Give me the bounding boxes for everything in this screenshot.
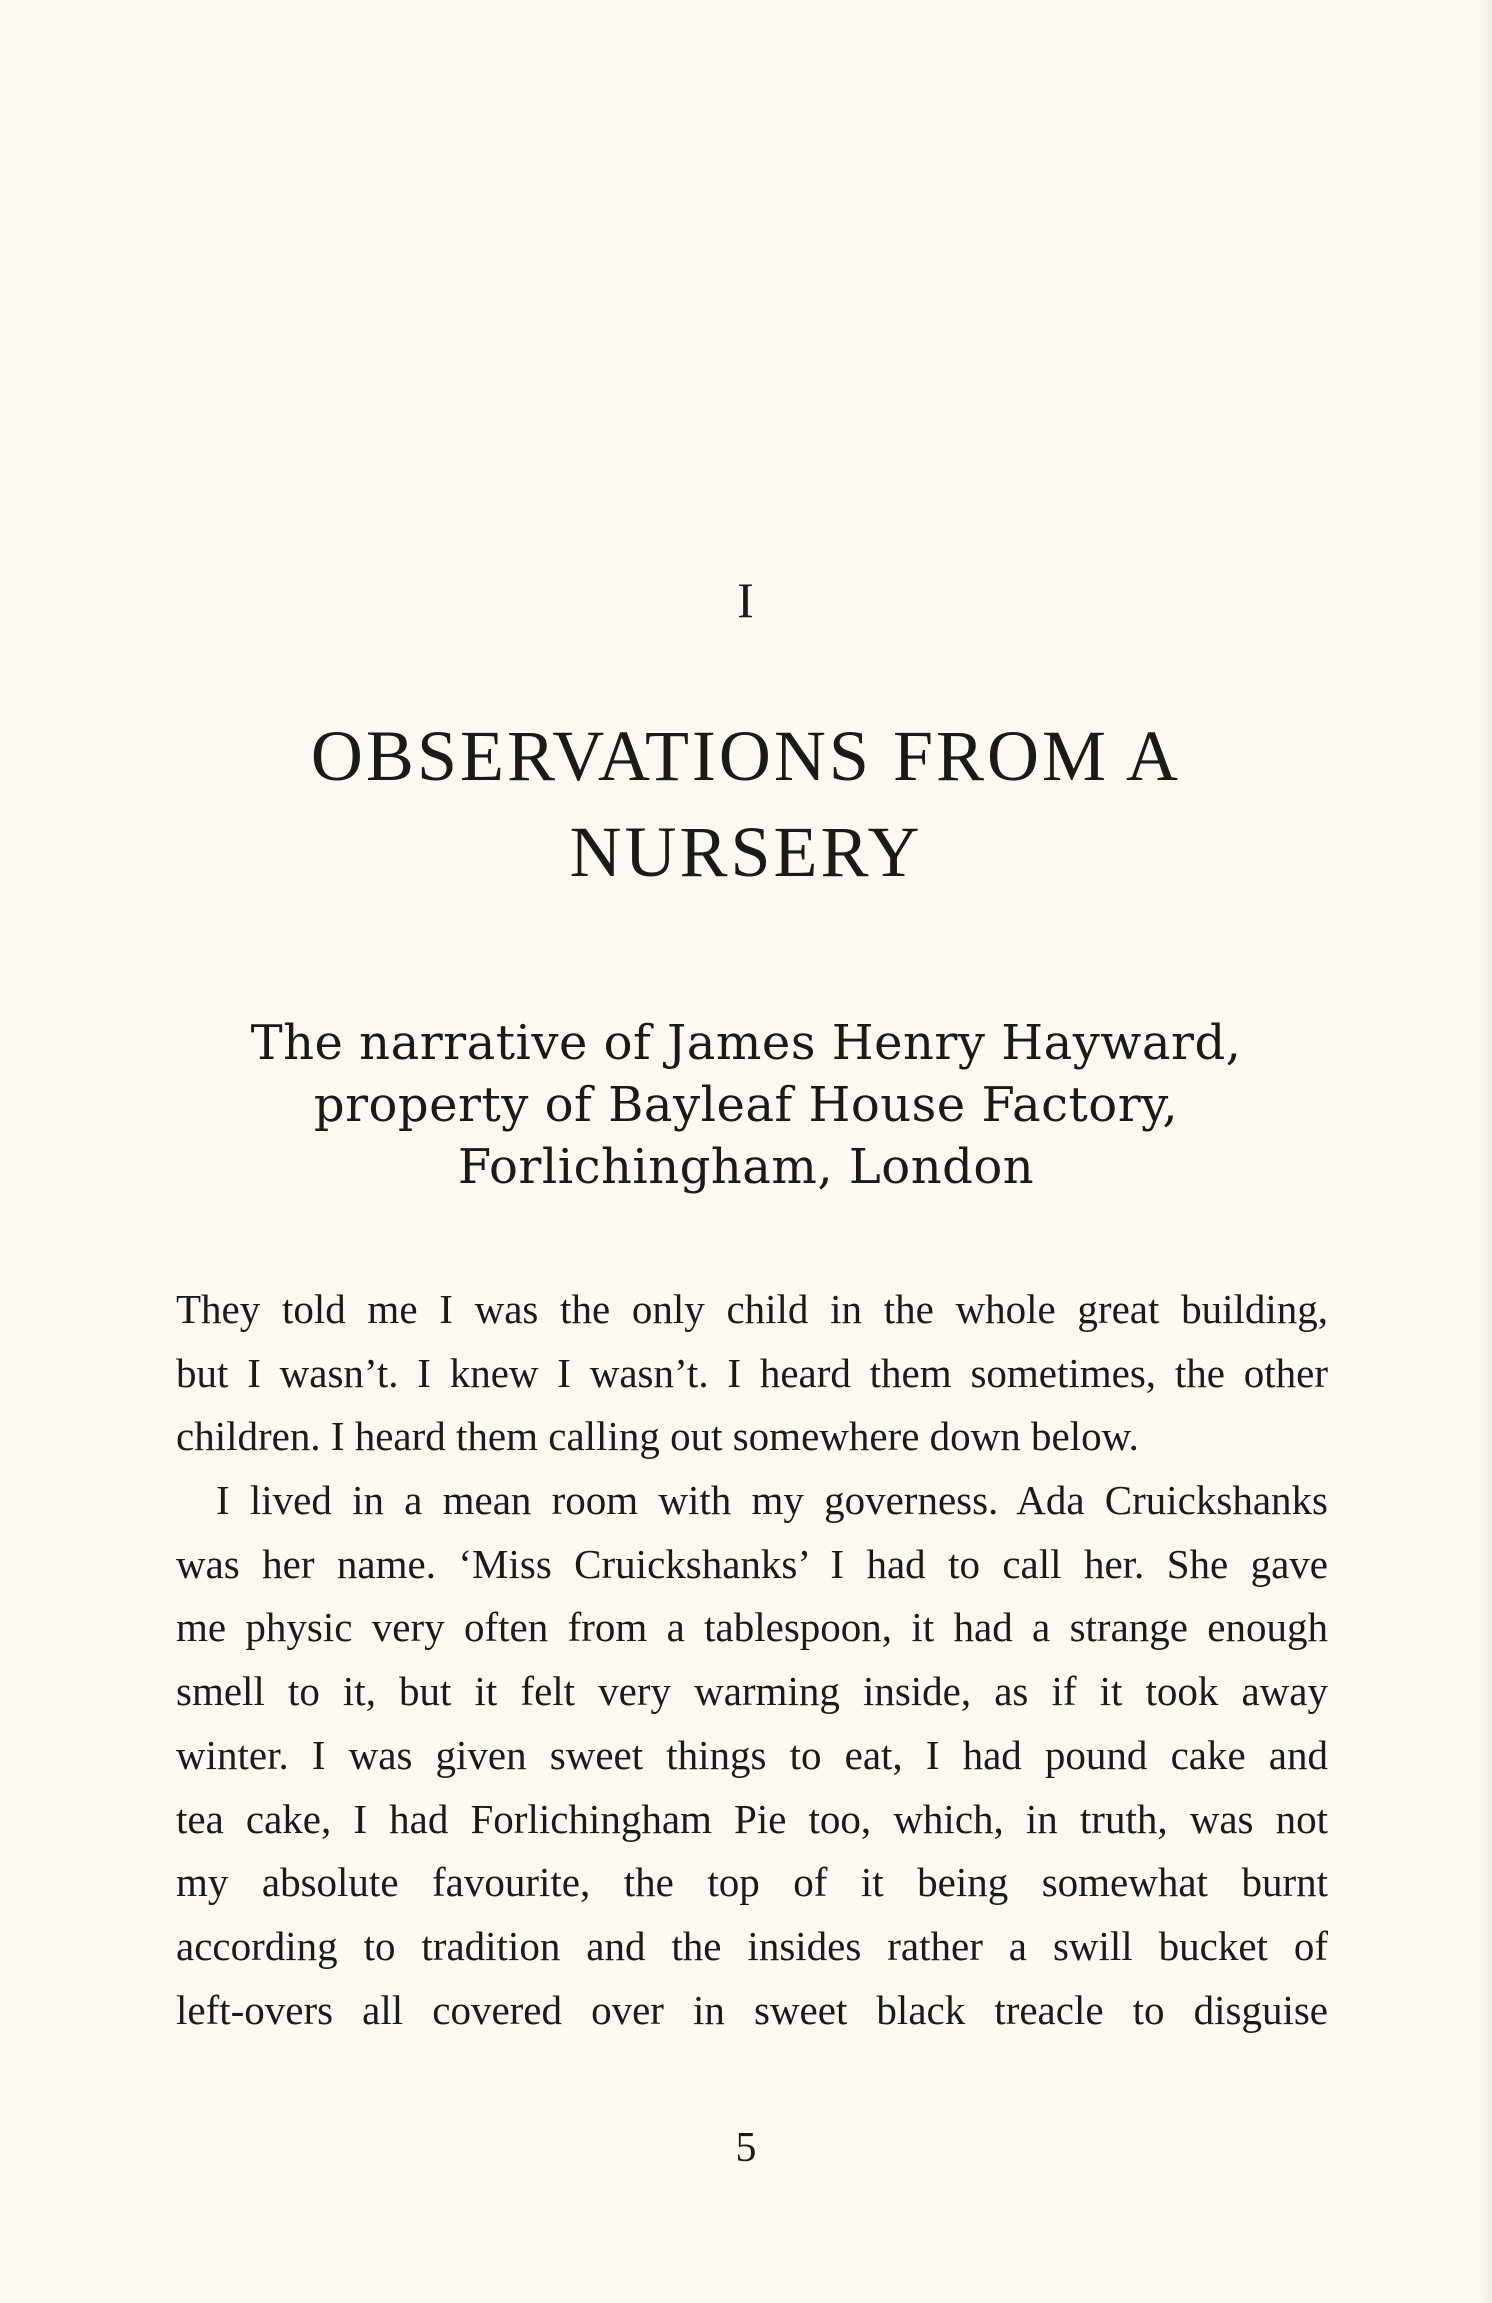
page-edge-shadow <box>1478 0 1492 2303</box>
text-line: winter. I was given sweet things to eat, I had pound cake and <box>176 1731 1328 1778</box>
text-line: me physic very often from a tablespoon, it had a strange enough <box>176 1604 1328 1651</box>
chapter-number: I <box>737 572 755 628</box>
body-text <box>176 1278 1328 2042</box>
text-line: was her name. ‘Miss Cruickshanks’ I had to call her. She gave <box>176 1540 1328 1587</box>
text-line: my absolute favourite, the top of it being somewhat burnt <box>176 1859 1328 1906</box>
text-line: according to tradition and the insides rather a swill bucket of <box>176 1922 1328 1969</box>
page-number: 5 <box>735 2125 757 2171</box>
chapter-title-line-1: OBSERVATIONS FROM A <box>310 716 1182 796</box>
subtitle-line: Forlichingham, London <box>457 1139 1035 1195</box>
text-line: tea cake, I had Forlichingham Pie too, which, in truth, was not <box>176 1795 1328 1842</box>
text-line: smell to it, but it felt very warming inside, as if it took away <box>176 1668 1328 1715</box>
text-line: left-overs all covered over in sweet black treacle to disguise <box>176 1986 1328 2033</box>
subtitle-line: property of Bayleaf House Factory, <box>313 1077 1179 1133</box>
text-line: I lived in a mean room with my governess. Ada Cruickshanks <box>216 1477 1328 1524</box>
text-line: They told me I was the only child in the whole great building, <box>176 1286 1328 1332</box>
text-line: children. I heard them calling out somewhere down below. <box>176 1413 1139 1460</box>
subtitle-line: The narrative of James Henry Hayward, <box>250 1015 1242 1071</box>
chapter-title <box>246 708 1246 900</box>
chapter-subtitle <box>246 1012 1246 1198</box>
chapter-title-line-2: NURSERY <box>569 812 923 892</box>
text-line: but I wasn’t. I knew I wasn’t. I heard them sometimes, the other <box>176 1349 1328 1396</box>
